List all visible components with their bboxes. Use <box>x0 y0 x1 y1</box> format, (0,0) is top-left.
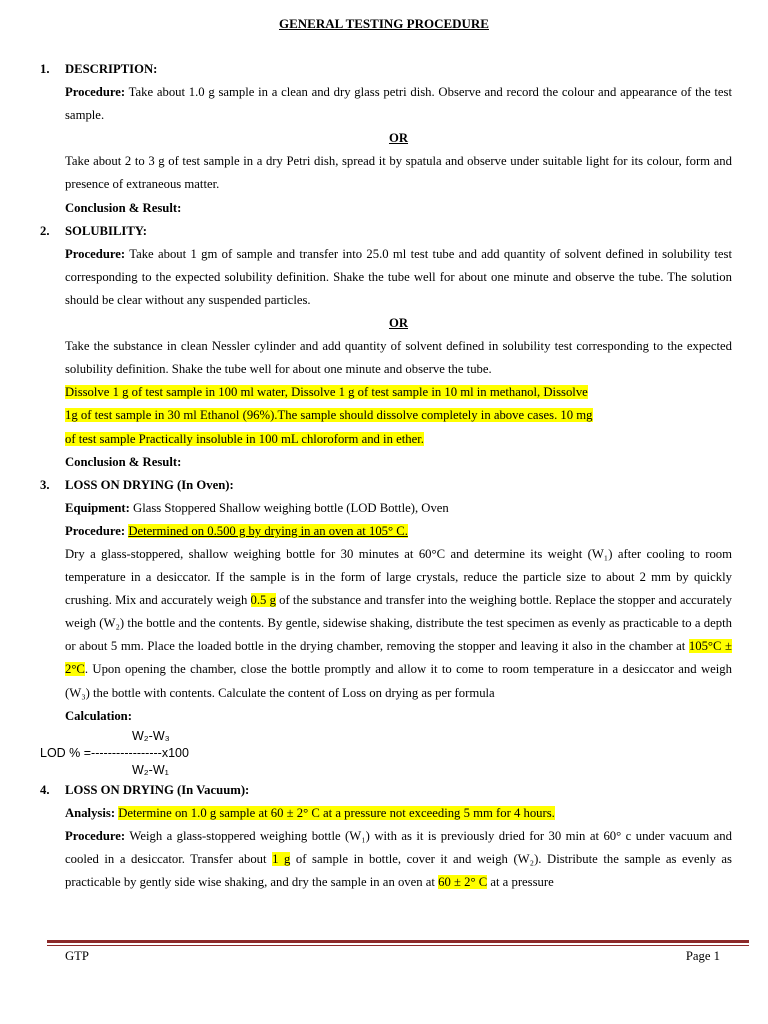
highlight-line-1 <box>40 381 732 404</box>
procedure-label: Procedure: <box>65 523 126 538</box>
body-text: Weigh a glass-stoppered weighing bottle (W₁) with as it is previously dried for 30 min at 60° c under vacuum and cooled in a desiccator. Transfer about <box>65 828 732 866</box>
equipment-text: Glass Stoppered Shallow weighing bottle (LOD Bottle), Oven <box>129 500 449 515</box>
s2-procedure <box>40 243 732 312</box>
s2-alternative: Take the substance in clean Nessler cylinder and add quantity of solvent defined in solubility test corresponding to the expected solubility definition. Shake the tube well for about one minute and observe the tube. <box>65 339 732 377</box>
procedure-text: Take about 1.0 g sample in a clean and dry glass petri dish. Observe and record the colour and appearance of the test sample. <box>65 85 732 123</box>
highlight-text: 1g of test sample in 30 ml Ethanol (96%).The sample should dissolve completely in above cases. 10 mg <box>65 408 593 423</box>
conclusion-label: Conclusion & Result: <box>65 454 182 469</box>
lod-formula <box>40 728 732 779</box>
page-title: GENERAL TESTING PROCEDURE <box>279 16 489 31</box>
section-number: 2. <box>40 223 50 238</box>
footer-page-number: Page 1 <box>685 949 720 963</box>
s4-analysis <box>40 802 732 825</box>
or-separator: OR <box>388 316 409 331</box>
procedure-highlight: Determined on 0.500 g by drying in an oven at 105° C. <box>128 523 408 538</box>
calculation-label: Calculation: <box>65 708 132 723</box>
s3-body <box>40 543 732 705</box>
highlight-text: 0.5 g <box>250 593 276 608</box>
analysis-highlight: Determine on 1.0 g sample at 60 ± 2° C at a pressure not exceeding 5 mm for 4 hours. <box>118 805 555 820</box>
section-2-heading <box>40 220 732 243</box>
analysis-label: Analysis: <box>65 805 116 820</box>
highlight-line-2 <box>40 404 732 427</box>
section-number: 4. <box>40 782 50 797</box>
formula-line: LOD % =-----------------x100 <box>40 745 189 760</box>
body-text: Dry a glass-stoppered, shallow weighing bottle for 30 minutes at 60°C and determine its weight (W₁) after cooling to room temperature in a desiccator. If the sample is in the form of large crystals, reduce the particle size to about 2 mm by quickly crushing. Mix and accurately weigh <box>65 546 732 608</box>
body-text: of the substance and transfer into the weighing bottle. Replace the stopper and accurately weigh (W₂) the bottle and the contents. By gentle, sidewise shaking, distribute the test specimen as evenly as practicable to a depth or about 5 mm. Place the loaded bottle in the drying chamber, removing the stopper and leaving it also in the chamber at <box>65 593 733 654</box>
section-1-heading <box>40 58 732 81</box>
formula-denominator: W₂-W₁ <box>132 762 169 777</box>
equipment-label: Equipment: <box>65 500 130 515</box>
highlight-text: 60 ± 2° C <box>438 875 488 890</box>
highlight-text: of test sample Practically insoluble in 100 mL chloroform and in ether. <box>65 431 424 446</box>
highlight-line-3 <box>40 428 732 451</box>
footer-rule-thick <box>47 940 749 943</box>
procedure-label: Procedure: <box>65 85 126 100</box>
highlight-text: 1 g <box>272 852 291 866</box>
s4-procedure <box>40 825 732 894</box>
footer-rule-thin <box>47 945 749 946</box>
s1-alternative: Take about 2 to 3 g of test sample in a dry Petri dish, spread it by spatula and observe under suitable light for its colour, form and presence of extraneous matter. <box>65 154 732 192</box>
section-3-heading <box>40 474 732 497</box>
section-4-heading <box>40 779 732 802</box>
procedure-label: Procedure: <box>65 828 126 843</box>
footer-doc-code: GTP <box>65 949 89 963</box>
s1-procedure <box>40 81 732 127</box>
formula-numerator: W₂-W₃ <box>132 728 170 743</box>
section-number: 3. <box>40 477 50 492</box>
conclusion-label: Conclusion & Result: <box>65 200 182 215</box>
procedure-text: Take about 1 gm of sample and transfer into 25.0 ml test tube and add quantity of solvent defined in solubility test corresponding to the expected solubility definition. Shake the tube well for about one minute and observe the tube. The solution should be clear without any suspended particles. <box>65 246 732 307</box>
section-title: SOLUBILITY: <box>65 223 148 238</box>
procedure-label: Procedure: <box>65 246 126 261</box>
or-separator: OR <box>388 131 409 146</box>
body-text: at a pressure <box>487 875 554 890</box>
document-body <box>40 58 732 894</box>
body-text: of sample in bottle, cover it and weigh (W₂). Distribute the sample as evenly as practicable by gently side wise shaking, and dry the sample in an oven at <box>65 852 732 890</box>
section-title: DESCRIPTION: <box>65 62 158 76</box>
highlight-text: 105°C ± 2°C <box>65 639 733 677</box>
section-title: LOSS ON DRYING (In Oven): <box>65 477 234 492</box>
s3-equipment <box>40 497 732 520</box>
section-number: 1. <box>40 62 50 76</box>
section-title: LOSS ON DRYING (In Vacuum): <box>65 782 250 797</box>
highlight-text: Dissolve 1 g of test sample in 100 ml water, Dissolve 1 g of test sample in 10 ml in methanol, Dissolve <box>65 385 588 400</box>
body-text: . Upon opening the chamber, close the bottle promptly and allow it to come to room temperature in a desiccator and weigh (W₃) the bottle with contents. Calculate the content of Loss on drying as per formula <box>65 662 732 700</box>
s3-procedure <box>40 520 732 543</box>
